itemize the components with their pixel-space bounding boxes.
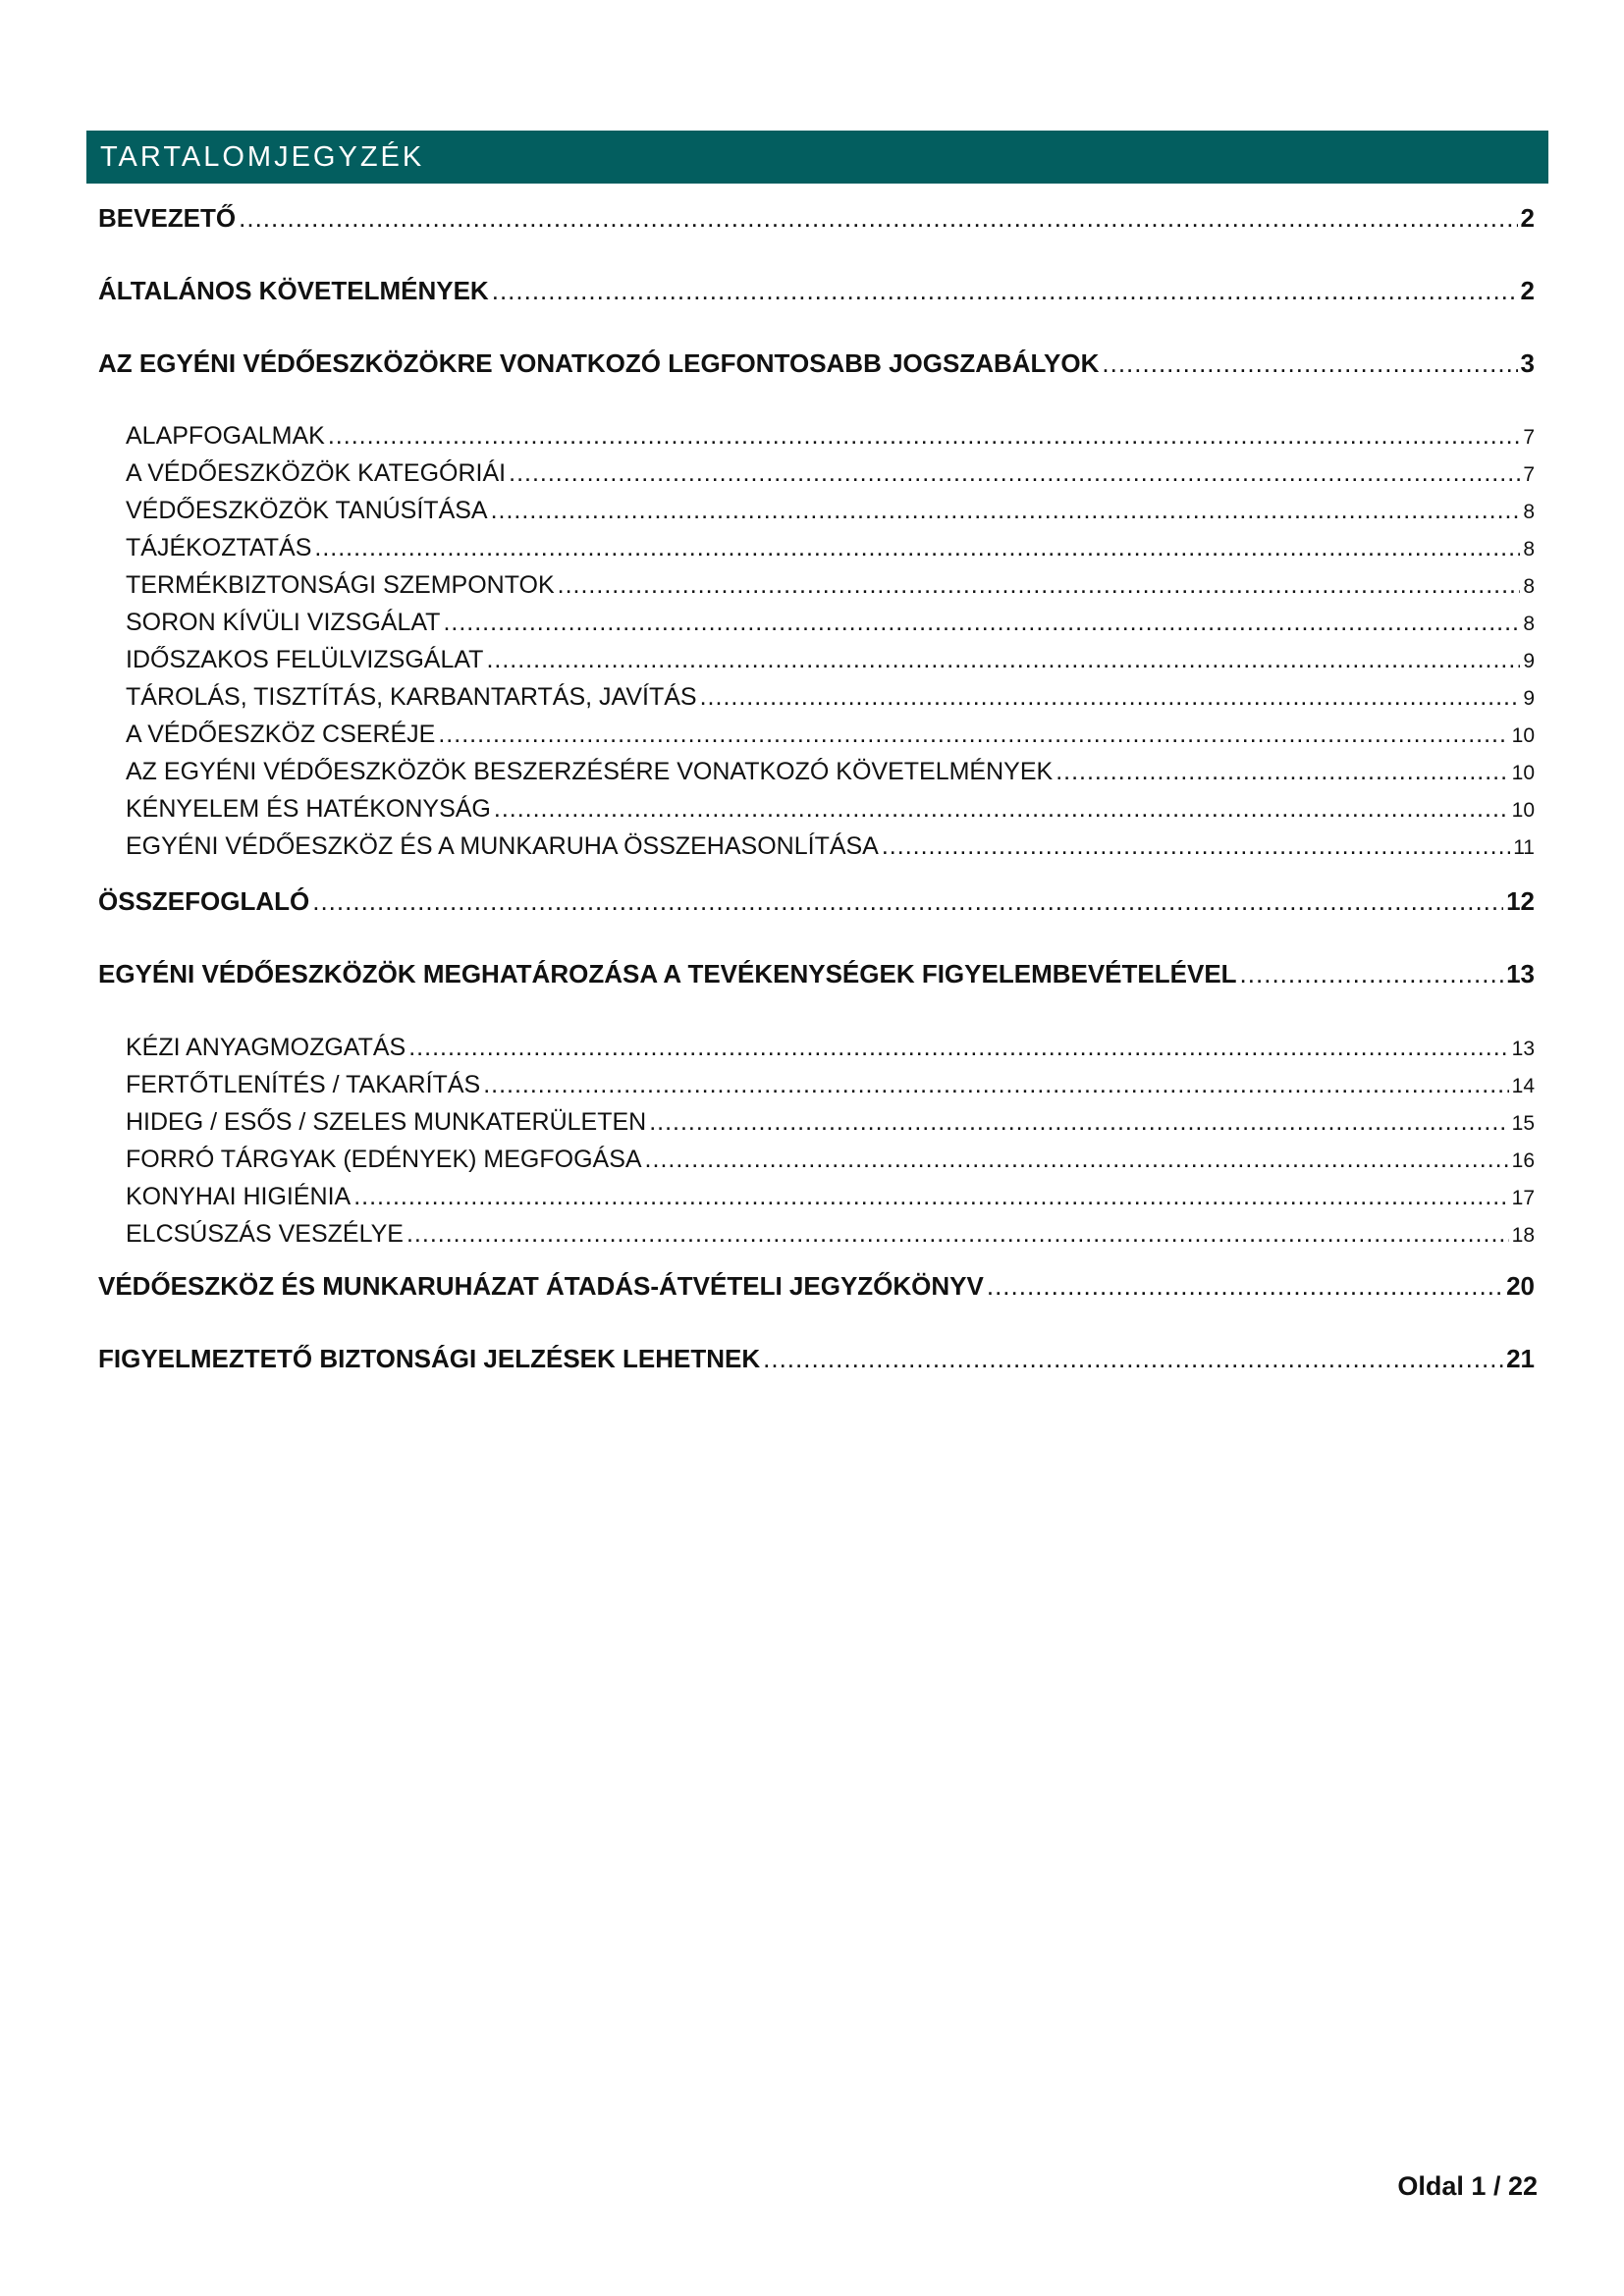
toc-leader (1102, 348, 1517, 379)
toc-entry-page: 13 (1506, 959, 1535, 988)
toc-entry-forro-targyak[interactable] (126, 1146, 1535, 1174)
toc-entry-page: 17 (1511, 1187, 1535, 1209)
toc-entry-page: 9 (1523, 687, 1535, 710)
toc-entry-tanusitasa[interactable] (126, 497, 1535, 525)
toc-leader (763, 1344, 1503, 1374)
toc-entry-title: A VÉDŐESZKÖZÖK KATEGÓRIÁI (126, 459, 507, 487)
toc-leader (509, 459, 1520, 488)
toc-entry-page: 7 (1523, 426, 1535, 449)
toc-entry-title: IDŐSZAKOS FELÜLVIZSGÁLAT (126, 646, 484, 673)
toc-entry-fertotlenites[interactable] (126, 1071, 1535, 1099)
toc-entry-page: 15 (1511, 1112, 1535, 1135)
toc-entry-meghatarozasa[interactable] (98, 959, 1535, 989)
toc-entry-page: 10 (1511, 762, 1535, 784)
toc-entry-page: 3 (1520, 348, 1535, 378)
toc-leader (1240, 959, 1504, 989)
toc-entry-page: 2 (1520, 203, 1535, 233)
toc-entry-page: 10 (1511, 799, 1535, 822)
toc-entry-page: 11 (1513, 836, 1535, 859)
toc-entry-kezi-anyagmozgatas[interactable] (126, 1034, 1535, 1062)
toc-entry-page: 8 (1523, 538, 1535, 561)
toc-leader (486, 646, 1520, 674)
toc-entry-tarolas[interactable] (126, 683, 1535, 712)
toc-entry-title: BEVEZETŐ (98, 203, 237, 233)
toc-entry-title: VÉDŐESZKÖZÖK TANÚSÍTÁSA (126, 497, 488, 524)
toc-leader (492, 276, 1518, 306)
toc-entry-title: KÉNYELEM ÉS HATÉKONYSÁG (126, 795, 491, 823)
toc-entry-kenyelem[interactable] (126, 795, 1535, 824)
toc-entry-alapfogalmak[interactable] (126, 422, 1535, 451)
toc-entry-osszefoglalo[interactable] (98, 886, 1535, 917)
toc-entry-page: 14 (1511, 1075, 1535, 1097)
toc-entry-title: FORRÓ TÁRGYAK (EDÉNYEK) MEGFOGÁSA (126, 1146, 642, 1173)
toc-entry-jelzesek[interactable] (98, 1344, 1535, 1374)
toc-entry-beszerzes[interactable] (126, 758, 1535, 786)
toc-entry-title: ELCSÚSZÁS VESZÉLYE (126, 1220, 404, 1248)
toc-entry-tajekoztatas[interactable] (126, 534, 1535, 562)
toc-leader (645, 1146, 1509, 1174)
toc-leader (494, 795, 1509, 824)
toc-entry-soron-kivuli[interactable] (126, 609, 1535, 637)
toc-entry-page: 7 (1523, 463, 1535, 486)
toc-entry-page: 2 (1520, 276, 1535, 305)
toc-leader (491, 497, 1521, 525)
toc-entry-kategoriai[interactable] (126, 459, 1535, 488)
toc-entry-altalanos-kovetelmenyek[interactable] (98, 276, 1535, 306)
toc-leader (314, 534, 1520, 562)
toc-leader (312, 886, 1503, 917)
toc-entry-termekbiztonsagi[interactable] (126, 571, 1535, 600)
toc-entry-page: 18 (1511, 1224, 1535, 1247)
toc-entry-title: A VÉDŐESZKÖZ CSERÉJE (126, 721, 436, 748)
toc-entry-title: ALAPFOGALMAK (126, 422, 325, 450)
toc-entry-csereje[interactable] (126, 721, 1535, 749)
toc-leader (353, 1183, 1508, 1211)
toc-entry-title: AZ EGYÉNI VÉDŐESZKÖZÖK BESZERZÉSÉRE VONATKOZÓ KÖVETELMÉNYEK (126, 758, 1054, 785)
toc-entry-idoszakos[interactable] (126, 646, 1535, 674)
toc-entry-title: ÁLTALÁNOS KÖVETELMÉNYEK (98, 276, 489, 305)
toc-entry-title: ÖSSZEFOGLALÓ (98, 886, 310, 916)
toc-entry-title: TÁJÉKOZTATÁS (126, 534, 312, 561)
toc-entry-elcsuszas[interactable] (126, 1220, 1535, 1249)
toc-entry-title: EGYÉNI VÉDŐESZKÖZ ÉS A MUNKARUHA ÖSSZEHASONLÍTÁSA (126, 832, 879, 860)
toc-entry-bevezeto[interactable] (98, 203, 1535, 234)
toc-entry-jegyzokonyv[interactable] (98, 1271, 1535, 1302)
toc-entry-title: EGYÉNI VÉDŐESZKÖZÖK MEGHATÁROZÁSA A TEVÉKENYSÉGEK FIGYELEMBEVÉTELÉVEL (98, 959, 1237, 988)
toc-entry-page: 10 (1511, 724, 1535, 747)
toc-entry-title: FERTŐTLENÍTÉS / TAKARÍTÁS (126, 1071, 481, 1098)
toc-entry-title: SORON KÍVÜLI VIZSGÁLAT (126, 609, 441, 636)
toc-leader (1056, 758, 1508, 786)
toc-entry-page: 8 (1523, 501, 1535, 523)
toc-leader (443, 609, 1520, 637)
toc-leader (483, 1071, 1508, 1099)
toc-entry-title: KONYHAI HIGIÉNIA (126, 1183, 352, 1210)
toc-entry-title: VÉDŐESZKÖZ ÉS MUNKARUHÁZAT ÁTADÁS-ÁTVÉTELI JEGYZŐKÖNYV (98, 1271, 984, 1301)
toc-entry-page: 8 (1523, 613, 1535, 635)
toc-entry-page: 16 (1511, 1149, 1535, 1172)
toc-entry-hideg-esos[interactable] (126, 1108, 1535, 1137)
toc-entry-title: FIGYELMEZTETŐ BIZTONSÁGI JELZÉSEK LEHETNEK (98, 1344, 761, 1373)
toc-leader (700, 683, 1521, 712)
toc-entry-page: 20 (1506, 1271, 1535, 1301)
toc-entry-title: KÉZI ANYAGMOZGATÁS (126, 1034, 406, 1061)
toc-leader (882, 832, 1510, 861)
toc-leader (987, 1271, 1503, 1302)
toc-leader (408, 1034, 1508, 1062)
toc-entry-page: 13 (1511, 1038, 1535, 1060)
toc-entry-konyhai-higienia[interactable] (126, 1183, 1535, 1211)
toc-entry-page: 21 (1506, 1344, 1535, 1373)
toc-entry-page: 8 (1523, 575, 1535, 598)
toc-entry-title: HIDEG / ESŐS / SZELES MUNKATERÜLETEN (126, 1108, 647, 1136)
toc-leader (328, 422, 1520, 451)
toc-leader (649, 1108, 1508, 1137)
toc-entry-page: 9 (1523, 650, 1535, 672)
page-number: Oldal 1 / 22 (1397, 2171, 1538, 2201)
toc-entry-title: TERMÉKBIZTONSÁGI SZEMPONTOK (126, 571, 555, 599)
toc-entry-title: TÁROLÁS, TISZTÍTÁS, KARBANTARTÁS, JAVÍTÁS (126, 683, 697, 711)
toc-heading: TARTALOMJEGYZÉK (100, 140, 425, 173)
toc-leader (239, 203, 1517, 234)
toc-entry-title: AZ EGYÉNI VÉDŐESZKÖZÖKRE VONATKOZÓ LEGFONTOSABB JOGSZABÁLYOK (98, 348, 1100, 378)
toc-entry-page: 12 (1506, 886, 1535, 916)
toc-leader (406, 1220, 1509, 1249)
toc-leader (438, 721, 1508, 749)
toc-leader (558, 571, 1521, 600)
toc-entry-jogszabalyok[interactable] (98, 348, 1535, 379)
toc-header (86, 131, 1548, 184)
toc-entry-osszehasonlitas[interactable] (126, 832, 1535, 861)
